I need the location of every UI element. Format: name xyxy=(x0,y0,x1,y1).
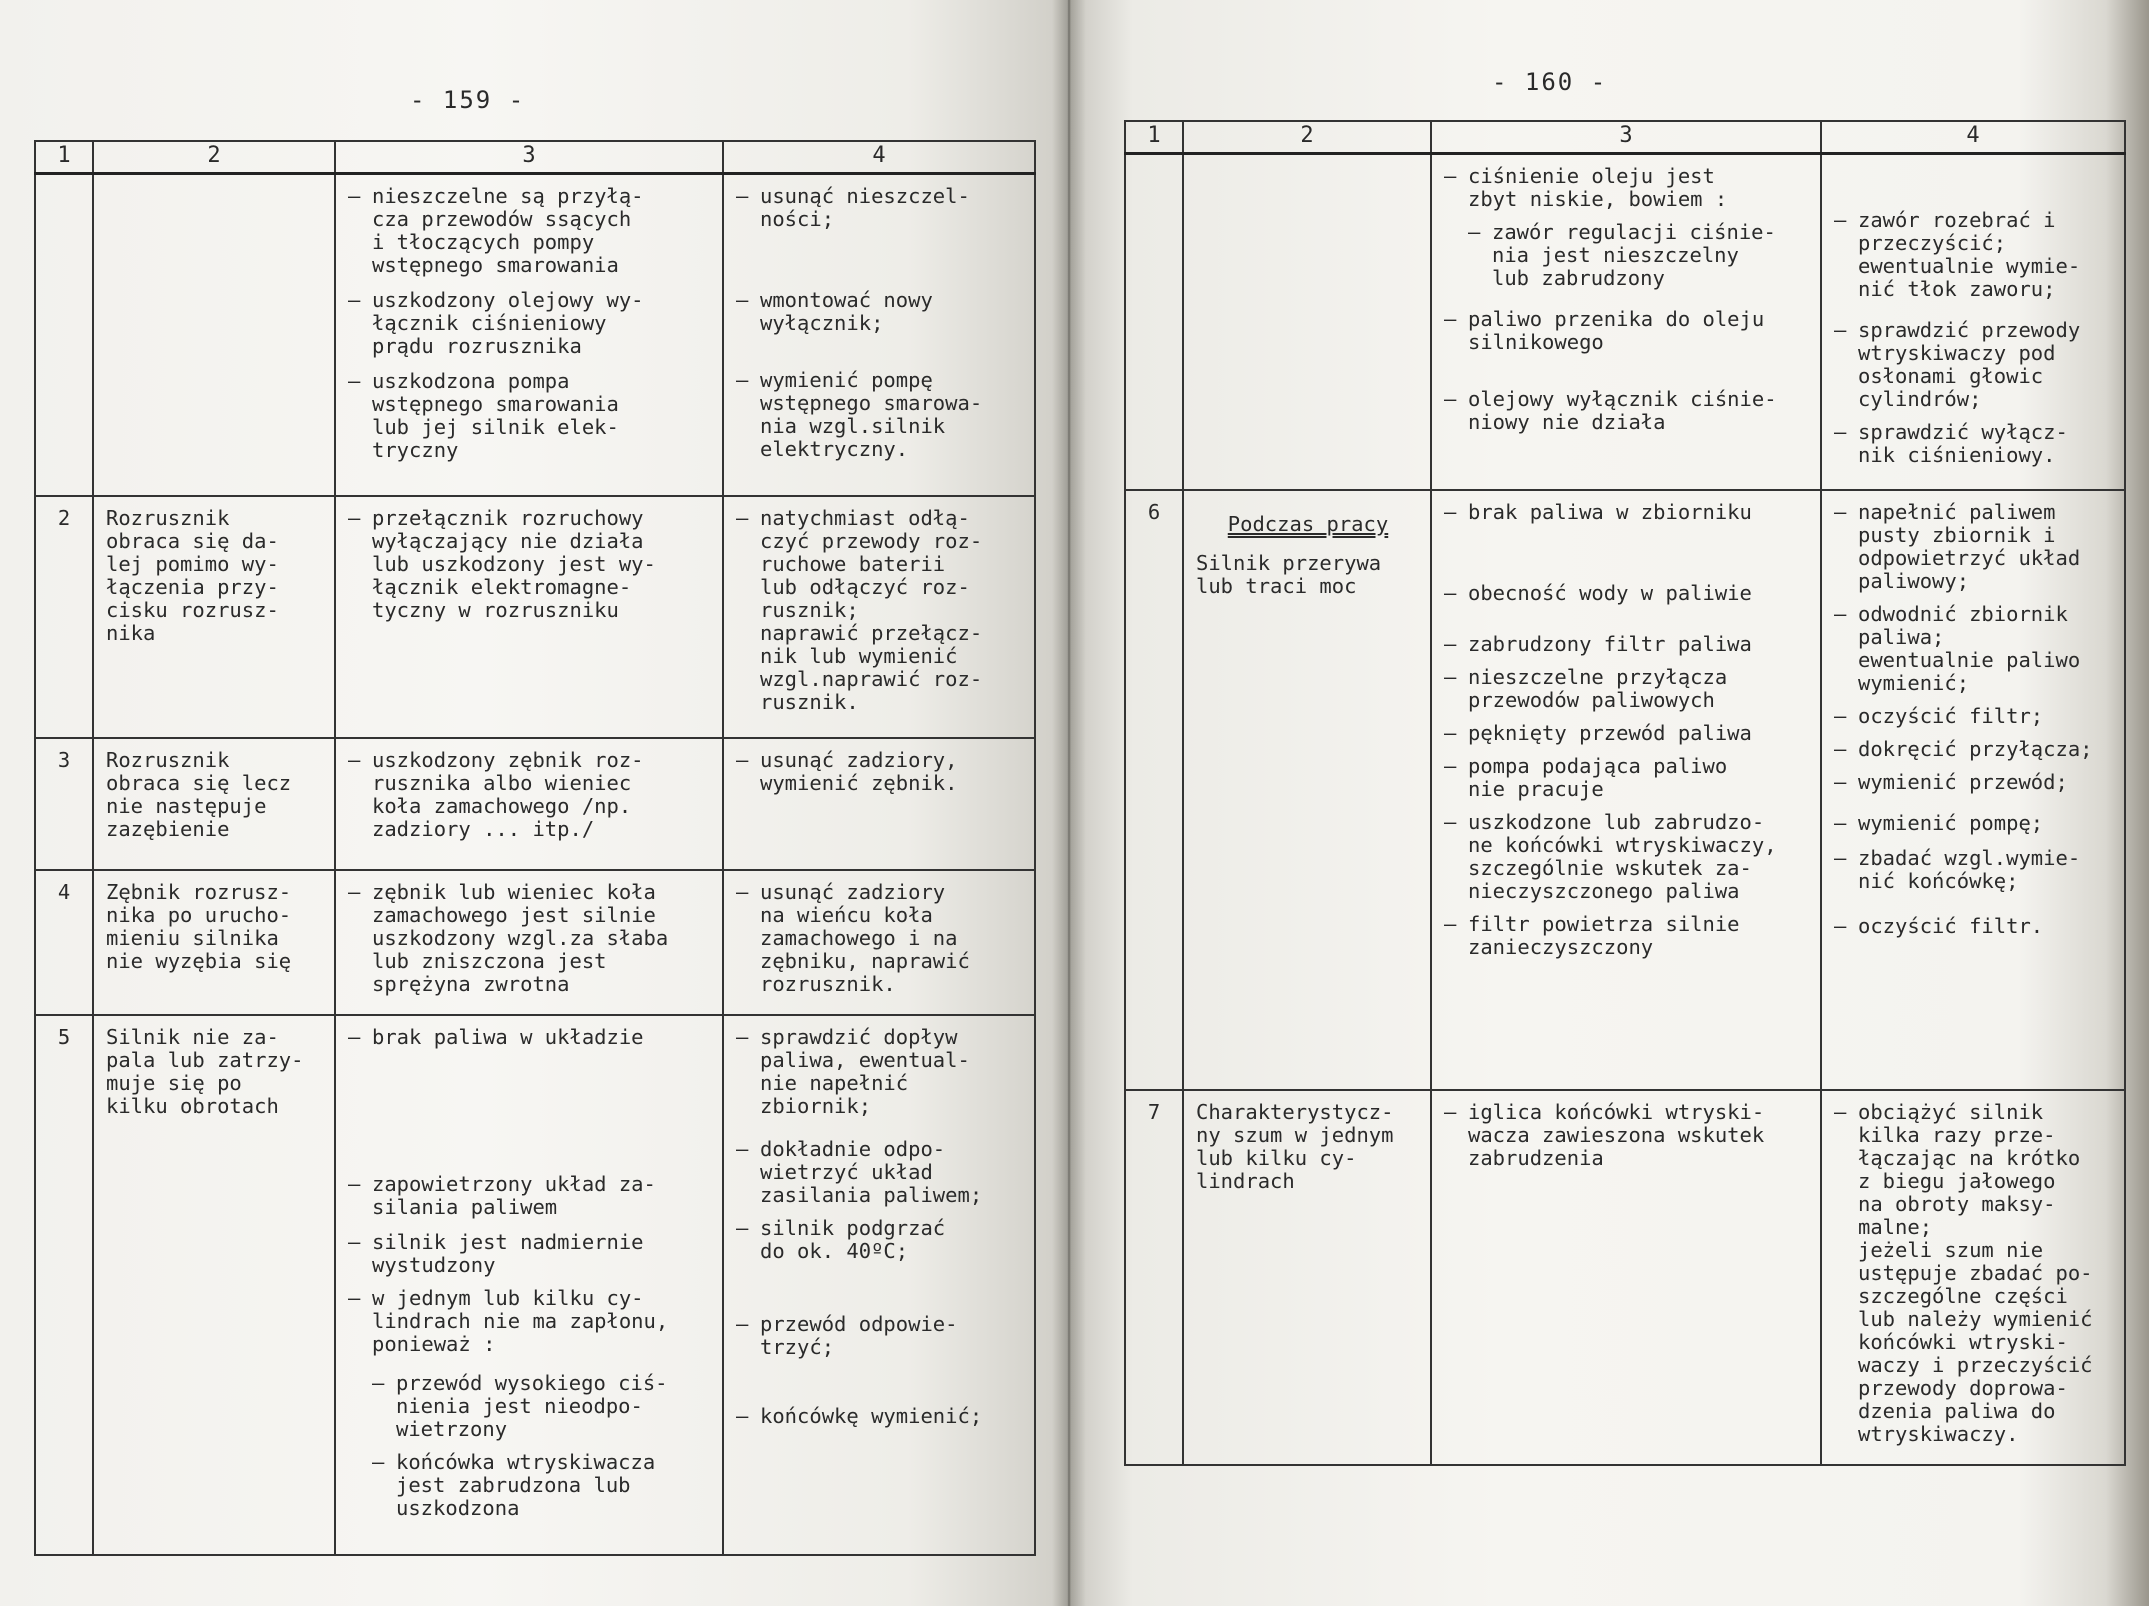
remedy-item xyxy=(736,1026,1024,1118)
row-number: 6 xyxy=(1125,490,1183,1090)
dash-bullet: – xyxy=(1444,809,1457,834)
cause-item-text: uszkodzona pompa wstępnego smarowania lub jej silnik elek- tryczny xyxy=(372,369,619,462)
remedy-item-text: dokładnie odpo- wietrzyć układ zasilania paliwem; xyxy=(760,1136,983,1207)
table-row xyxy=(1125,154,2125,490)
remedy-item-text: wymienić pompę wstępnego smarowa- nia wzgl.silnik elektryczny. xyxy=(760,368,983,461)
cause-item xyxy=(348,289,712,358)
dash-bullet: – xyxy=(1444,631,1457,656)
page-number-right: - 160 - xyxy=(1492,68,1608,96)
book-gutter xyxy=(1052,0,1086,1606)
dash-bullet: – xyxy=(736,184,749,208)
row-number xyxy=(35,174,93,496)
fault-description xyxy=(1183,490,1431,1090)
cause-item-text: zapowietrzony układ za- silania paliwem xyxy=(372,1171,656,1219)
right-page xyxy=(1068,0,2149,1606)
dash-bullet: – xyxy=(1834,318,1847,342)
cause-item xyxy=(348,881,712,996)
fault-description xyxy=(93,496,335,738)
cause-item-text: iglica końcówki wtryski- wacza zawieszona wskutek zabrudzenia xyxy=(1468,1099,1765,1170)
dash-bullet: – xyxy=(348,1285,361,1310)
remedy-list xyxy=(723,496,1035,738)
column-header-4: 4 xyxy=(1821,121,2125,154)
remedy-item-text: sprawdzić przewody wtryskiwaczy pod osłonami głowic cylindrów; xyxy=(1858,318,2081,411)
dash-bullet: – xyxy=(1444,580,1457,605)
page-number-left: - 159 - xyxy=(410,86,526,114)
row-number: 3 xyxy=(35,738,93,870)
remedy-item-text: usunąć zadziory, wymienić zębnik. xyxy=(760,747,958,795)
remedy-item-text: odwodnić zbiornik paliwa; ewentualnie paliwo wymienić; xyxy=(1858,601,2081,695)
cause-item xyxy=(1444,582,1810,605)
dash-bullet: – xyxy=(736,1311,749,1336)
dash-bullet: – xyxy=(348,1171,361,1196)
dash-bullet: – xyxy=(1444,164,1457,188)
cause-item-text: zabrudzony filtr paliwa xyxy=(1468,631,1752,656)
cause-item xyxy=(1444,811,1810,903)
remedy-item-text: przewód odpowie- trzyć; xyxy=(760,1311,958,1359)
table-row xyxy=(35,738,1035,870)
dash-bullet: – xyxy=(348,288,361,312)
cause-item-text: nieszczelne są przyłą- cza przewodów ssących i tłoczących pompy wstępnego smarowania xyxy=(372,184,644,277)
remedy-item xyxy=(1834,771,2114,794)
fault-text: Zębnik rozrusz- nika po urucho- mieniu silnika nie wyzębia się xyxy=(106,879,292,973)
remedy-item-text: wmontować nowy wyłącznik; xyxy=(760,288,933,335)
fault-text: Silnik nie za- pala lub zatrzy- muje się po kilku obrotach xyxy=(106,1024,304,1118)
cause-item-text: zawór regulacji ciśnie- nia jest nieszczelny lub zabrudzony xyxy=(1492,220,1776,290)
cause-item xyxy=(1444,1101,1810,1170)
remedy-item xyxy=(736,1217,1024,1263)
dash-bullet: – xyxy=(1834,208,1847,232)
cause-item-text: pompa podająca paliwo nie pracuje xyxy=(1468,753,1728,801)
cause-list xyxy=(335,870,723,1015)
row-number: 7 xyxy=(1125,1090,1183,1465)
cause-list xyxy=(335,1015,723,1555)
dash-bullet: – xyxy=(1834,736,1847,761)
dash-bullet: – xyxy=(348,1024,361,1049)
remedy-item xyxy=(736,749,1024,795)
remedy-item-text: sprawdzić dopływ paliwa, ewentual- nie napełnić zbiornik; xyxy=(760,1024,970,1118)
cause-item-text: obecność wody w paliwie xyxy=(1468,580,1752,605)
cause-item xyxy=(372,1372,712,1441)
remedy-item xyxy=(736,1313,1024,1359)
cause-list xyxy=(335,738,723,870)
row-number: 4 xyxy=(35,870,93,1015)
row-number: 2 xyxy=(35,496,93,738)
cause-item xyxy=(348,1026,712,1049)
fault-description xyxy=(1183,1090,1431,1465)
dash-bullet: – xyxy=(348,369,361,393)
cause-item xyxy=(1444,913,1810,959)
troubleshooting-table-left xyxy=(34,140,1036,1556)
dash-bullet: – xyxy=(1834,601,1847,626)
remedy-item xyxy=(736,1405,1024,1428)
table-row xyxy=(35,174,1035,496)
remedy-item-text: wymienić przewód; xyxy=(1858,769,2068,794)
column-header-4: 4 xyxy=(723,141,1035,174)
dash-bullet: – xyxy=(1444,753,1457,778)
fault-description xyxy=(93,870,335,1015)
remedy-item-text: zawór rozebrać i przeczyścić; ewentualnie wymie- nić tłok zaworu; xyxy=(1858,208,2081,301)
cause-item-text: uszkodzone lub zabrudzo- ne końcówki wtryskiwaczy, szczególnie wskutek za- nieczyszczonego paliwa xyxy=(1468,809,1777,903)
remedy-item-text: zbadać wzgl.wymie- nić końcówkę; xyxy=(1858,845,2081,893)
table-row xyxy=(1125,1090,2125,1465)
fault-description xyxy=(93,738,335,870)
dash-bullet: – xyxy=(1834,769,1847,794)
remedy-item xyxy=(1834,847,2114,893)
remedy-item-text: oczyścić filtr; xyxy=(1858,703,2044,728)
remedy-item xyxy=(736,369,1024,461)
dash-bullet: – xyxy=(736,288,749,312)
dash-bullet: – xyxy=(736,879,749,904)
dash-bullet: – xyxy=(348,879,361,904)
remedy-item xyxy=(736,185,1024,231)
remedy-list xyxy=(723,1015,1035,1555)
cause-item-text: nieszczelne przyłącza przewodów paliwowych xyxy=(1468,664,1728,712)
dash-bullet: – xyxy=(1834,420,1847,444)
dash-bullet: – xyxy=(1444,664,1457,689)
dash-bullet: – xyxy=(1834,1099,1847,1124)
cause-item xyxy=(372,1451,712,1520)
dash-bullet: – xyxy=(372,1449,385,1474)
dash-bullet: – xyxy=(736,1215,749,1240)
dash-bullet: – xyxy=(1834,703,1847,728)
table-row xyxy=(1125,490,2125,1090)
table-row xyxy=(35,1015,1035,1555)
remedy-list xyxy=(1821,490,2125,1090)
cause-item xyxy=(348,1173,712,1219)
table-row xyxy=(35,870,1035,1015)
cause-item-text: filtr powietrza silnie zanieczyszczony xyxy=(1468,911,1740,959)
fault-description xyxy=(1183,154,1431,490)
cause-item xyxy=(1444,388,1810,434)
fault-text: Silnik przerywa lub traci moc xyxy=(1196,550,1382,598)
dash-bullet: – xyxy=(736,747,749,772)
column-header-2: 2 xyxy=(1183,121,1431,154)
section-heading: Podczas pracy xyxy=(1227,511,1389,536)
remedy-item-text: natychmiast odłą- czyć przewody roz- ruchowe baterii lub odłączyć roz- rusznik; naprawić przełącz- nik lub wymienić wzgl.naprawić roz- rusznik. xyxy=(760,505,983,714)
fault-text: Charakterystycz- ny szum w jednym lub kilku cy- lindrach xyxy=(1196,1099,1394,1193)
troubleshooting-table-right xyxy=(1124,120,2126,1466)
cause-item-text: pęknięty przewód paliwa xyxy=(1468,720,1752,745)
remedy-item xyxy=(1834,603,2114,695)
dash-bullet: – xyxy=(1834,913,1847,938)
left-page xyxy=(0,0,1068,1606)
remedy-list xyxy=(1821,154,2125,490)
dash-bullet: – xyxy=(1834,499,1847,524)
cause-item xyxy=(1444,633,1810,656)
dash-bullet: – xyxy=(1444,387,1457,411)
cause-item xyxy=(1444,722,1810,745)
cause-item xyxy=(348,1231,712,1277)
dash-bullet: – xyxy=(736,368,749,392)
cause-item xyxy=(1444,501,1810,524)
table-row xyxy=(35,496,1035,738)
remedy-item xyxy=(1834,209,2114,301)
dash-bullet: – xyxy=(1444,499,1457,524)
row-number: 5 xyxy=(35,1015,93,1555)
cause-item xyxy=(1468,221,1810,290)
remedy-list xyxy=(723,870,1035,1015)
table-header-row xyxy=(35,141,1035,174)
remedy-item xyxy=(736,289,1024,335)
remedy-item xyxy=(1834,812,2114,835)
remedy-list xyxy=(723,174,1035,496)
cause-item-text: przewód wysokiego ciś- nienia jest nieodpo- wietrzony xyxy=(396,1370,668,1441)
dash-bullet: – xyxy=(1444,1099,1457,1124)
remedy-item-text: usunąć zadziory na wieńcu koła zamachowego i na zębniku, naprawić rozrusznik. xyxy=(760,879,970,996)
remedy-item-text: usunąć nieszczel- ności; xyxy=(760,184,970,231)
cause-item xyxy=(348,370,712,462)
cause-list xyxy=(1431,1090,1821,1465)
row-number xyxy=(1125,154,1183,490)
cause-item-text: brak paliwa w zbiorniku xyxy=(1468,499,1752,524)
cause-item-text: silnik jest nadmiernie wystudzony xyxy=(372,1229,644,1277)
column-header-1: 1 xyxy=(1125,121,1183,154)
remedy-item xyxy=(736,881,1024,996)
cause-item-text: uszkodzony olejowy wy- łącznik ciśnieniowy prądu rozrusznika xyxy=(372,288,644,358)
remedy-item xyxy=(1834,319,2114,411)
dash-bullet: – xyxy=(736,505,749,530)
column-header-3: 3 xyxy=(335,141,723,174)
remedy-item-text: obciążyć silnik kilka razy prze- łączając na krótko z biegu jałowego na obroty maksy- malne; jeżeli szum nie ustępuje zbadać po- szczególne części lub należy wymienić końcówki wtryski- waczy i przeczyścić przewody doprowa- dzenia paliwa do wtryskiwaczy. xyxy=(1858,1099,2093,1446)
fault-text: Rozrusznik obraca się lecz nie następuje zazębienie xyxy=(106,747,292,841)
remedy-list xyxy=(1821,1090,2125,1465)
remedy-item-text: oczyścić filtr. xyxy=(1858,913,2044,938)
cause-item xyxy=(1444,308,1810,354)
remedy-item-text: końcówkę wymienić; xyxy=(760,1403,983,1428)
column-header-2: 2 xyxy=(93,141,335,174)
fault-text: Rozrusznik obraca się da- lej pomimo wy- łączenia przy- cisku rozrusz- nika xyxy=(106,505,279,645)
cause-item-text: zębnik lub wieniec koła zamachowego jest silnie uszkodzony wzgl.za słaba lub zniszczona jest sprężyna zwrotna xyxy=(372,879,669,996)
remedy-item xyxy=(1834,705,2114,728)
remedy-item xyxy=(736,507,1024,714)
dash-bullet: – xyxy=(1834,845,1847,870)
cause-item xyxy=(1444,755,1810,801)
dash-bullet: – xyxy=(1444,307,1457,331)
cause-item-text: w jednym lub kilku cy- lindrach nie ma zapłonu, ponieważ : xyxy=(372,1285,669,1356)
remedy-item xyxy=(736,1138,1024,1207)
remedy-item-text: wymienić pompę; xyxy=(1858,810,2044,835)
dash-bullet: – xyxy=(348,184,361,208)
remedy-item xyxy=(1834,501,2114,593)
dash-bullet: – xyxy=(1444,720,1457,745)
cause-item xyxy=(1444,666,1810,712)
remedy-item xyxy=(1834,915,2114,938)
dash-bullet: – xyxy=(736,1024,749,1049)
dash-bullet: – xyxy=(348,747,361,772)
cause-list xyxy=(1431,154,1821,490)
remedy-item xyxy=(1834,1101,2114,1446)
remedy-item-text: dokręcić przyłącza; xyxy=(1858,736,2093,761)
dash-bullet: – xyxy=(736,1136,749,1161)
remedy-item-text: sprawdzić wyłącz- nik ciśnieniowy. xyxy=(1858,420,2068,467)
remedy-item-text: silnik podgrzać do ok. 40ºC; xyxy=(760,1215,946,1263)
dash-bullet: – xyxy=(348,505,361,530)
remedy-item xyxy=(1834,738,2114,761)
dash-bullet: – xyxy=(372,1370,385,1395)
cause-item-text: olejowy wyłącznik ciśnie- niowy nie działa xyxy=(1468,387,1777,434)
dash-bullet: – xyxy=(1444,911,1457,936)
cause-item xyxy=(1444,165,1810,211)
cause-item-text: końcówka wtryskiwacza jest zabrudzona lub uszkodzona xyxy=(396,1449,656,1520)
remedy-item-text: napełnić paliwem pusty zbiornik i odpowietrzyć układ paliwowy; xyxy=(1858,499,2081,593)
cause-item xyxy=(348,185,712,277)
dash-bullet: – xyxy=(1468,220,1481,244)
cause-item-text: przełącznik rozruchowy wyłączający nie działa lub uszkodzony jest wy- łącznik elektromagne- tyczny w rozruszniku xyxy=(372,505,656,622)
column-header-3: 3 xyxy=(1431,121,1821,154)
table-header-row xyxy=(1125,121,2125,154)
cause-item xyxy=(348,1287,712,1356)
remedy-item xyxy=(1834,421,2114,467)
dash-bullet: – xyxy=(736,1403,749,1428)
remedy-list xyxy=(723,738,1035,870)
cause-item-text: brak paliwa w układzie xyxy=(372,1024,644,1049)
cause-item-text: uszkodzony zębnik roz- rusznika albo wieniec koła zamachowego /np. zadziory ... itp./ xyxy=(372,747,644,841)
dash-bullet: – xyxy=(1834,810,1847,835)
cause-list xyxy=(1431,490,1821,1090)
fault-description xyxy=(93,174,335,496)
fault-description xyxy=(93,1015,335,1555)
cause-list xyxy=(335,174,723,496)
cause-item-text: ciśnienie oleju jest zbyt niskie, bowiem : xyxy=(1468,164,1728,211)
dash-bullet: – xyxy=(348,1229,361,1254)
cause-item xyxy=(348,507,712,622)
cause-item xyxy=(348,749,712,841)
cause-list xyxy=(335,496,723,738)
cause-item-text: paliwo przenika do oleju silnikowego xyxy=(1468,307,1765,354)
column-header-1: 1 xyxy=(35,141,93,174)
